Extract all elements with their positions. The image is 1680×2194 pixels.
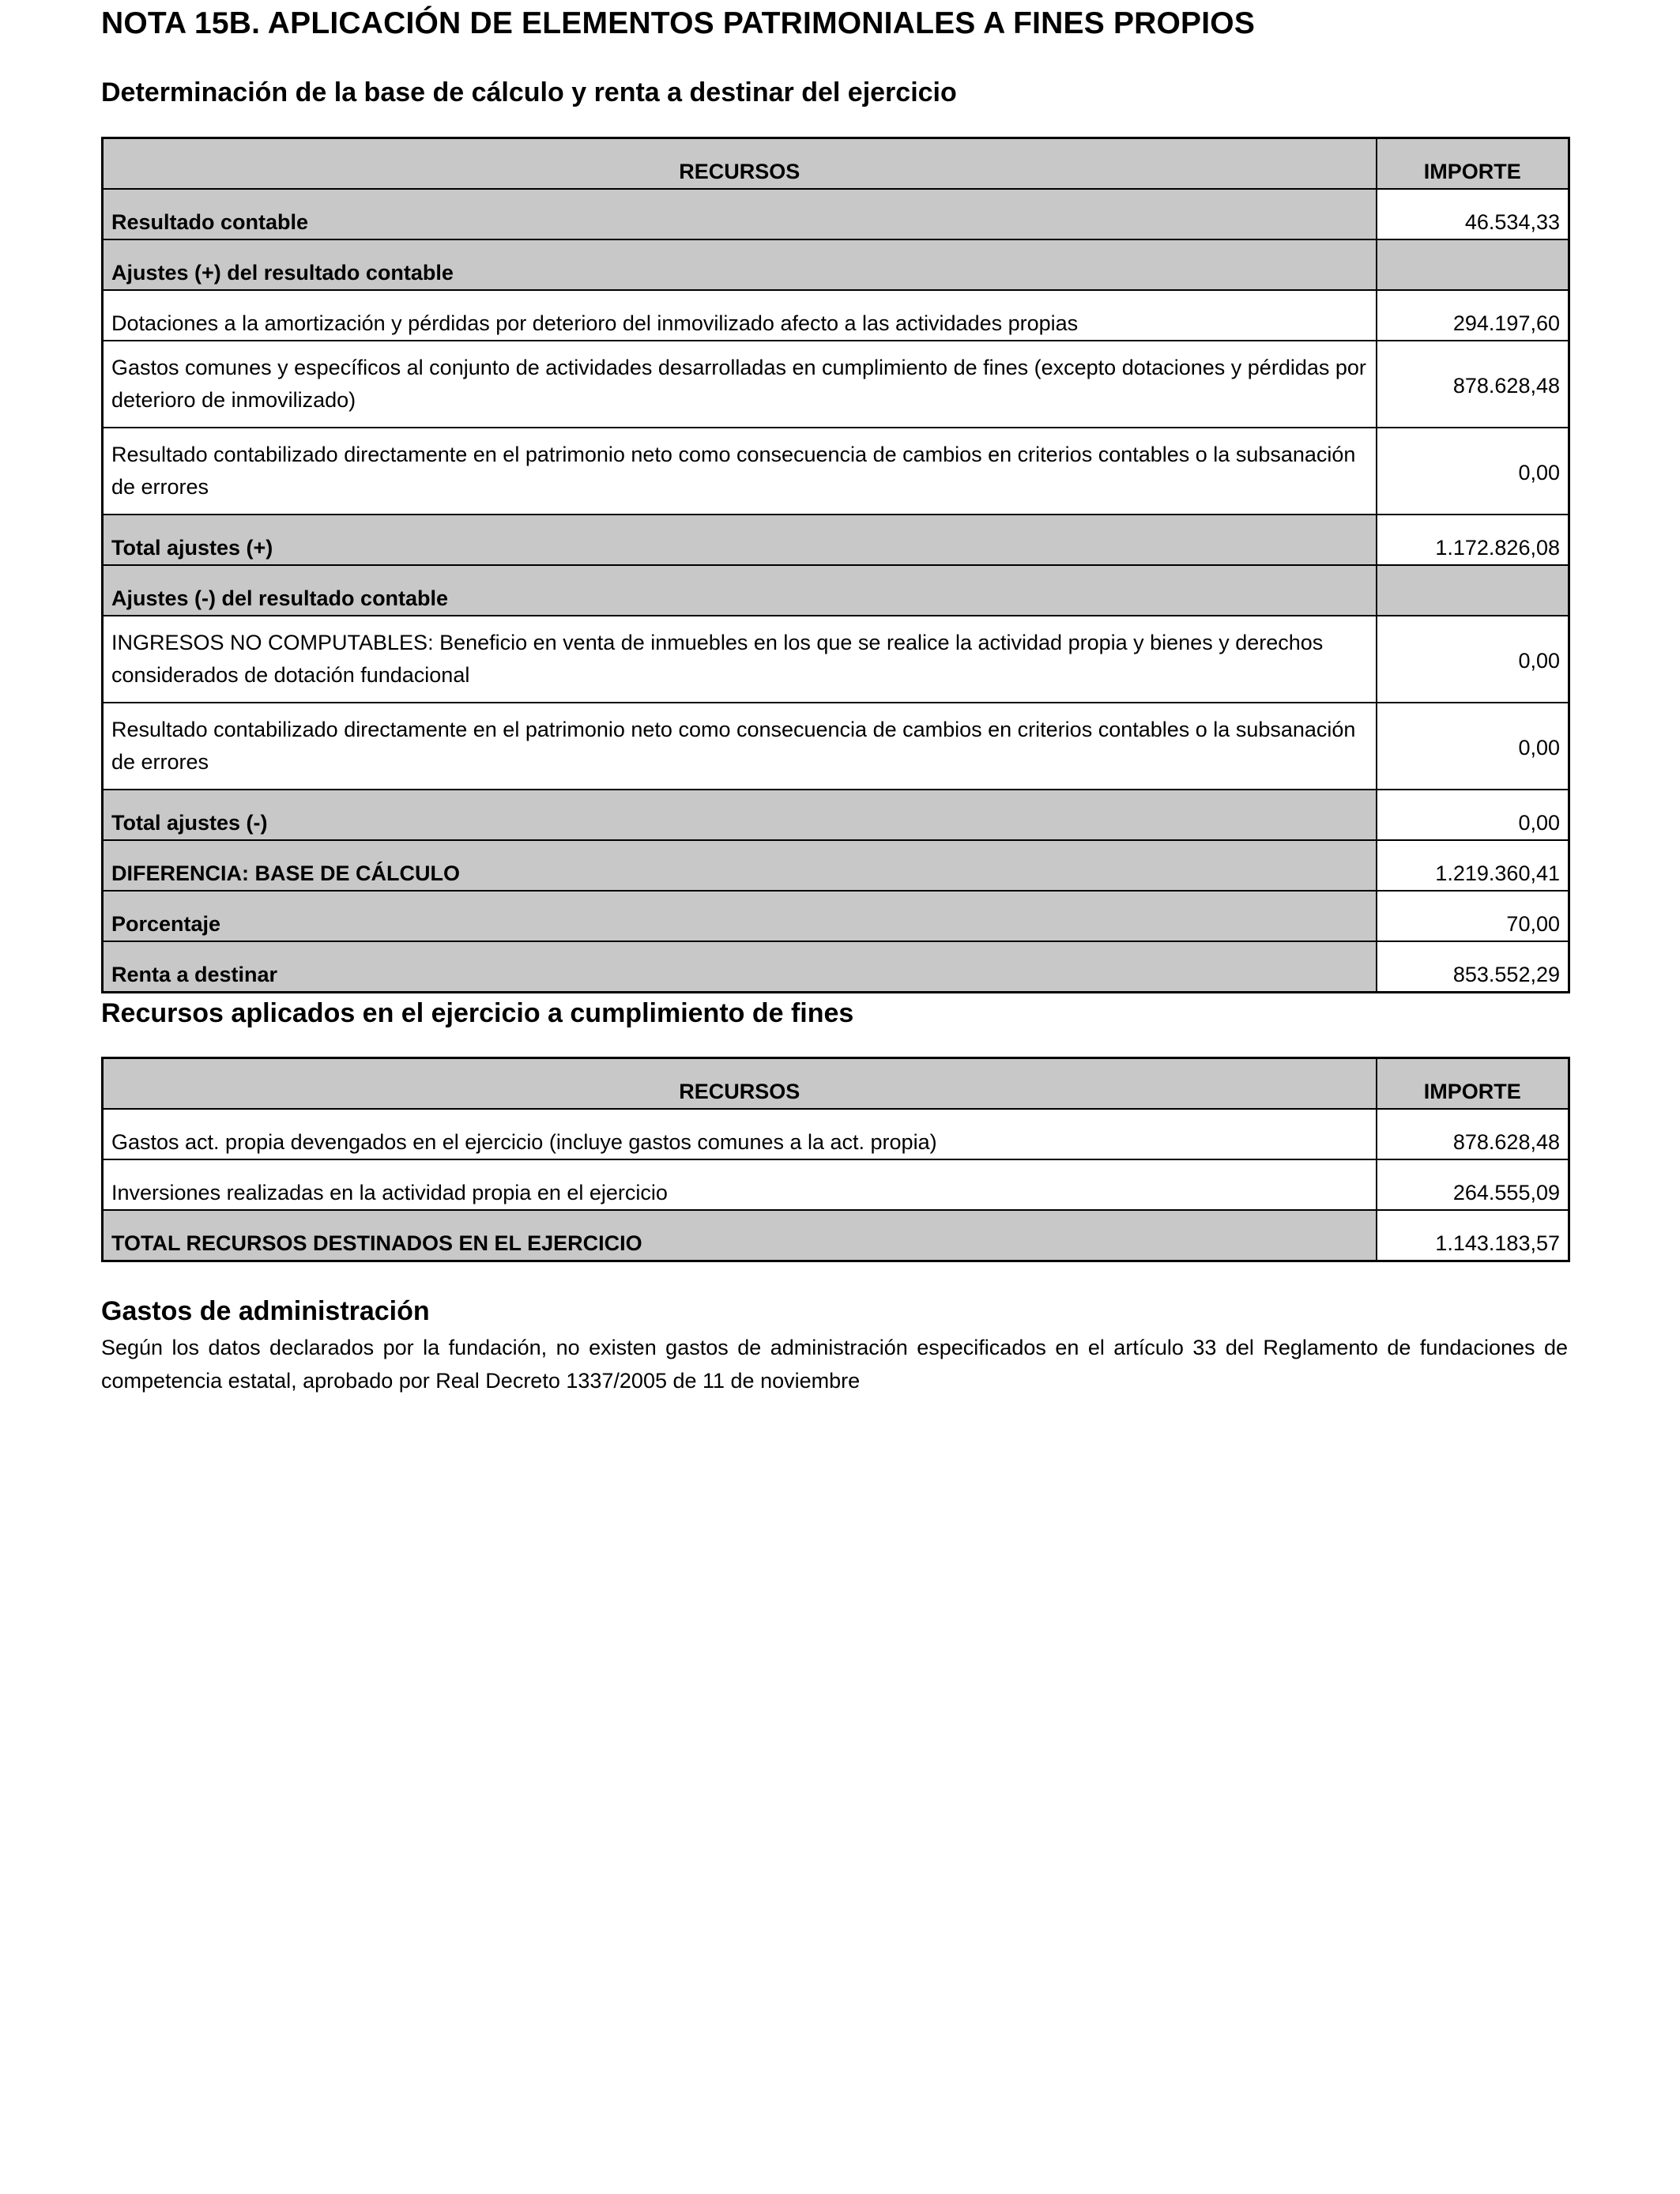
row-amount: 294.197,60 bbox=[1377, 290, 1569, 341]
row-amount: 46.534,33 bbox=[1377, 189, 1569, 239]
row-label: Total ajustes (-) bbox=[103, 790, 1377, 840]
row-label: Porcentaje bbox=[103, 891, 1377, 941]
table-row-dotaciones bbox=[103, 290, 1569, 341]
row-amount: 1.143.183,57 bbox=[1377, 1210, 1569, 1261]
column-header-importe: IMPORTE bbox=[1377, 1058, 1569, 1110]
table-row-ajustes-menos-header bbox=[103, 565, 1569, 616]
row-amount: 264.555,09 bbox=[1377, 1159, 1569, 1210]
table-row-resultado-patrimonio-menos bbox=[103, 703, 1569, 790]
row-label: Resultado contabilizado directamente en el patrimonio neto como consecuencia de cambios en criterios contables o la subsanación de errores bbox=[103, 703, 1377, 790]
section-heading-gastos-administracion: Gastos de administración bbox=[101, 1296, 430, 1326]
column-header-recursos: RECURSOS bbox=[103, 1058, 1377, 1110]
row-label: TOTAL RECURSOS DESTINADOS EN EL EJERCICIO bbox=[103, 1210, 1377, 1261]
row-amount: 0,00 bbox=[1377, 616, 1569, 703]
row-label: INGRESOS NO COMPUTABLES: Beneficio en venta de inmuebles en los que se realice la actividad propia y bienes y derechos considerados de dotación fundacional bbox=[103, 616, 1377, 703]
row-amount: 878.628,48 bbox=[1377, 341, 1569, 428]
gastos-administracion-text: Según los datos declarados por la fundación, no existen gastos de administración especificados en el artículo 33 del Reglamento de fundaciones de competencia estatal, aprobado por Real Decreto 1337/2005 de 11 de noviembre bbox=[101, 1336, 1568, 1393]
row-amount: 853.552,29 bbox=[1377, 941, 1569, 993]
table-row-resultado-contable bbox=[103, 189, 1569, 239]
table-row-renta-a-destinar bbox=[103, 941, 1569, 993]
table-row-ajustes-mas-header bbox=[103, 239, 1569, 290]
table-row-gastos-act-propia bbox=[103, 1109, 1569, 1159]
base-calculo-table bbox=[101, 137, 1570, 993]
row-label: Renta a destinar bbox=[103, 941, 1377, 993]
section-heading-base-calculo: Determinación de la base de cálculo y renta a destinar del ejercicio bbox=[101, 77, 957, 107]
column-header-importe: IMPORTE bbox=[1377, 138, 1569, 190]
row-amount bbox=[1377, 565, 1569, 616]
row-label: Resultado contable bbox=[103, 189, 1377, 239]
page-title: NOTA 15B. APLICACIÓN DE ELEMENTOS PATRIMONIALES A FINES PROPIOS bbox=[101, 6, 1256, 40]
row-amount: 0,00 bbox=[1377, 428, 1569, 515]
table-header-row bbox=[103, 1058, 1569, 1110]
table-row-resultado-patrimonio-mas bbox=[103, 428, 1569, 515]
row-amount: 0,00 bbox=[1377, 790, 1569, 840]
row-label: Ajustes (+) del resultado contable bbox=[103, 239, 1377, 290]
column-header-recursos: RECURSOS bbox=[103, 138, 1377, 190]
row-amount: 70,00 bbox=[1377, 891, 1569, 941]
row-amount: 1.219.360,41 bbox=[1377, 840, 1569, 891]
row-amount: 878.628,48 bbox=[1377, 1109, 1569, 1159]
row-label: Ajustes (-) del resultado contable bbox=[103, 565, 1377, 616]
table-row-total-ajustes-mas bbox=[103, 515, 1569, 565]
recursos-aplicados-table bbox=[101, 1057, 1570, 1262]
table-row-inversiones bbox=[103, 1159, 1569, 1210]
table-row-gastos-comunes bbox=[103, 341, 1569, 428]
row-amount: 1.172.826,08 bbox=[1377, 515, 1569, 565]
section-heading-recursos-aplicados: Recursos aplicados en el ejercicio a cumplimiento de fines bbox=[101, 998, 854, 1028]
table-row-porcentaje bbox=[103, 891, 1569, 941]
row-label: Gastos comunes y específicos al conjunto de actividades desarrolladas en cumplimiento de fines (excepto dotaciones y pérdidas por deterioro de inmovilizado) bbox=[103, 341, 1377, 428]
table-row-diferencia bbox=[103, 840, 1569, 891]
table-row-total-ajustes-menos bbox=[103, 790, 1569, 840]
row-amount bbox=[1377, 239, 1569, 290]
table-header-row bbox=[103, 138, 1569, 190]
row-label: Dotaciones a la amortización y pérdidas por deterioro del inmovilizado afecto a las actividades propias bbox=[103, 290, 1377, 341]
table-row-ingresos-no-computables bbox=[103, 616, 1569, 703]
row-amount: 0,00 bbox=[1377, 703, 1569, 790]
row-label: Gastos act. propia devengados en el ejercicio (incluye gastos comunes a la act. propia) bbox=[103, 1109, 1377, 1159]
row-label: Inversiones realizadas en la actividad propia en el ejercicio bbox=[103, 1159, 1377, 1210]
row-label: Total ajustes (+) bbox=[103, 515, 1377, 565]
table-row-total-recursos bbox=[103, 1210, 1569, 1261]
row-label: DIFERENCIA: BASE DE CÁLCULO bbox=[103, 840, 1377, 891]
row-label: Resultado contabilizado directamente en el patrimonio neto como consecuencia de cambios en criterios contables o la subsanación de errores bbox=[103, 428, 1377, 515]
